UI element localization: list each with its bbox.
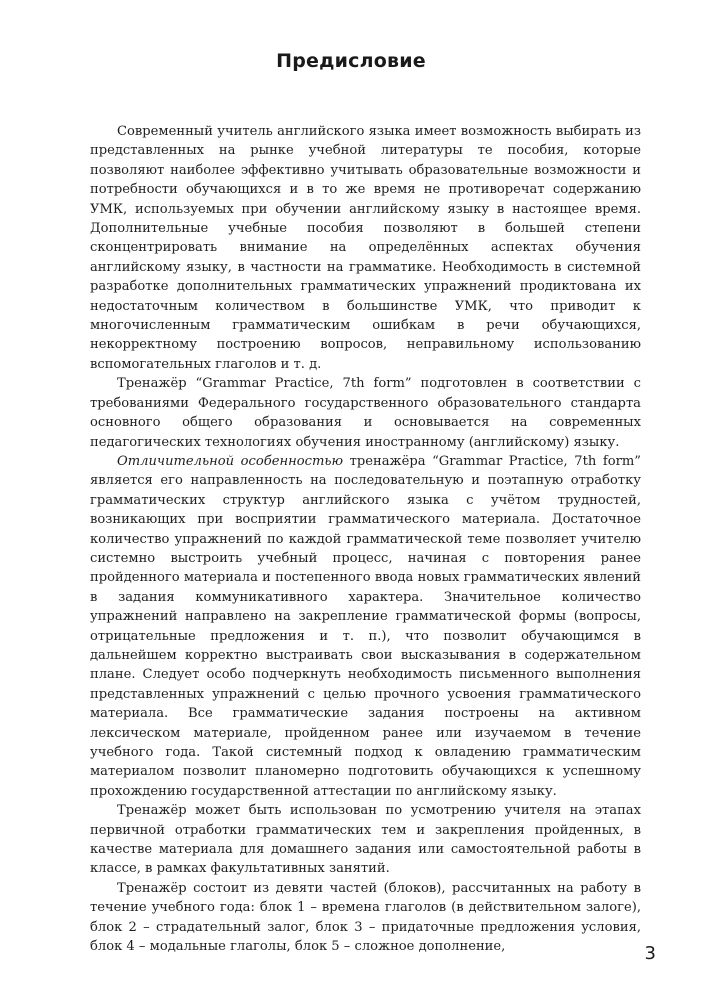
paragraph-3-text: тренажёра “Grammar Practice, 7th form” является его направленность на последовательную и поэтапную отработку грамматических структур английского языка с учётом трудностей, возникающих при восприятии грамматического материала. Достаточное количество упражнений по каждой грамматической теме позволяет учителю системно выстроить учебный процесс, начиная с повторения ранее пройденного материала и постепенного ввода новых грамматических явлений в задания коммуникативного характера. Значительное количество упражнений направлено на закрепление грамматической формы (вопросы, отрицательные предложения и т. п.), что позволит обучающимся в дальнейшем корректно выстраивать свои высказывания в содержательном плане. Следует особо подчеркнуть необходимость письменного выполнения представленных упражнений с целью прочного усвоения грамматического материала. Все грамматические задания построены на активном лексическом материале, пройденном ранее или изучаемом в течение учебного года. Такой системный подход к овладению грамматическим материалом позволит планомерно подготовить обучающихся к успешному прохождению государственной аттестации по английскому языку.: [90, 453, 641, 799]
paragraph-5: Тренажёр состоит из девяти частей (блоков), рассчитанных на работу в течение учебного года: блок 1 – времена глаголов (в действительном залоге), блок 2 – страдательный залог, блок 3 – придаточные предложения условия, блок 4 – модальные глаголы, блок 5 – сложное дополнение,: [90, 880, 641, 955]
page-title: Предисловие: [276, 50, 426, 72]
paragraph-1: Современный учитель английского языка имеет возможность выбирать из представленных на рынке учебной литературы те пособия, которые позволяют наиболее эффективно учитывать образовательные возможности и потребности обучающихся и в то же время не противоречат содержанию УМК, используемых при обучении английскому языку в настоящее время. Дополнительные учебные пособия позволяют в большей степени сконцентрировать внимание на определённых аспектах обучения английскому языку, в частности на грамматике. Необходимость в системной разработке дополнительных грамматических упражнений продиктована их недостаточным количеством в большинстве УМК, что приводит к многочисленным грамматическим ошибкам в речи обучающихся, некорректному построению вопросов, неправильному использованию вспомогательных глаголов и т. д.: [90, 124, 641, 372]
page-number: 3: [644, 943, 656, 964]
paragraph-4: Тренажёр может быть использован по усмотрению учителя на этапах первичной отработки грамматических тем и закрепления пройденных, в качестве материала для домашнего задания или самостоятельной работы в классе, в рамках факультативных занятий.: [90, 803, 641, 877]
paragraph-3: [90, 452, 641, 801]
paragraph-2: Тренажёр “Grammar Practice, 7th form” подготовлен в соответствии с требованиями Федерального государственного образовательного стандарта основного общего образования и основывается на современных педагогических технологиях обучения иностранному (английскому) языку.: [90, 376, 641, 450]
preface-text: [90, 122, 641, 956]
paragraph-3-emphasis: Отличительной особенностью: [117, 453, 344, 469]
